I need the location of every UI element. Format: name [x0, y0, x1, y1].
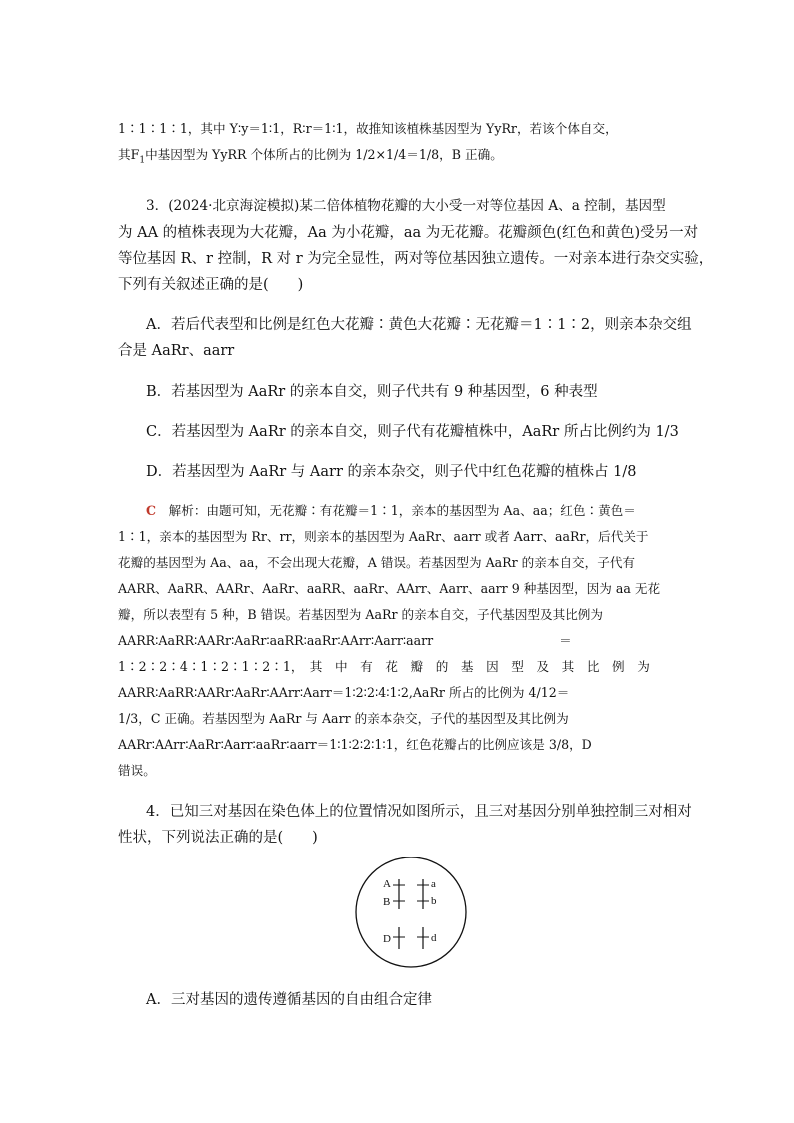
prev-l2-pre: 其 — [118, 147, 131, 162]
prev-l2-f: F — [130, 147, 140, 162]
answer-letter: C — [146, 503, 157, 518]
q4-option-a: A．三对基因的遗传遵循基因的自由组合定律 — [146, 992, 432, 1008]
analysis-line-1-text: 解析：由题可知，无花瓣∶有花瓣＝1∶1，亲本的基因型为 Aa、aa；红色∶黄色＝ — [168, 503, 636, 518]
label-D: D — [383, 933, 391, 945]
q3-option-d: D．若基因型为 AaRr 与 Aarr 的亲本杂交，则子代中红色花瓣的植株占 1/8 — [146, 464, 637, 480]
q3-stem-line-4: 下列有关叙述正确的是( ) — [118, 277, 304, 293]
chromosome-figure — [353, 857, 473, 981]
analysis-line-1 — [146, 505, 636, 518]
analysis-line-4: AARR、AaRR、AARr、AaRr、aaRR、aaRr、AArr、Aarr、aarr 9 种基因型，因为 aa 无花 — [118, 581, 661, 596]
analysis-line-5: 瓣，所以表型有 5 种，B 错误。若基因型为 AaRr 的亲本自交，子代基因型及其比例为 — [118, 607, 603, 622]
label-B: B — [383, 896, 391, 908]
analysis-line-10: AARr∶AArr∶AaRr∶Aarr∶aaRr∶aarr＝1∶1∶2∶2∶1∶1，红色花瓣占的比例应该是 3/8，D — [118, 737, 592, 752]
q4-stem-line-1: 4．已知三对基因在染色体上的位置情况如图所示，且三对基因分别单独控制三对相对 — [146, 804, 692, 820]
q3-stem-line-1: 3．(2024·北京海淀模拟)某二倍体植物花瓣的大小受一对等位基因 A、a 控制，基因型 — [146, 198, 666, 214]
label-A: A — [383, 878, 391, 890]
q3-stem-line-3: 等位基因 R、r 控制，R 对 r 为完全显性，两对等位基因独立遗传。一对亲本进行杂交实验， — [118, 251, 714, 267]
q3-option-b: B．若基因型为 AaRr 的亲本自交，则子代共有 9 种基因型，6 种表型 — [146, 384, 598, 400]
q3-option-a-line-1: A．若后代表型和比例是红色大花瓣∶黄色大花瓣∶无花瓣＝1∶1∶2，则亲本杂交组 — [146, 317, 692, 333]
chromosome-diagram — [353, 857, 473, 977]
q3-option-a-line-2: 合是 AaRr、aarr — [118, 343, 235, 359]
analysis-line-7: 1∶2∶2∶4∶1∶2∶1∶2∶1， 其 中 有 花 瓣 的 基 因 型 及 其 比 例 为 — [118, 659, 650, 674]
analysis-line-9: 1/3，C 正确。若基因型为 AaRr 与 Aarr 的亲本杂交，子代的基因型及其比例为 — [118, 711, 569, 726]
label-b: b — [431, 895, 437, 907]
analysis-line-3: 花瓣的基因型为 Aa、aa，不会出现大花瓣，A 错误。若基因型为 AaRr 的亲本自交，子代有 — [118, 555, 636, 570]
q3-option-c: C．若基因型为 AaRr 的亲本自交，则子代有花瓣植株中，AaRr 所占比例约为 1/3 — [146, 424, 679, 440]
label-a: a — [431, 878, 436, 890]
prev-analysis-line-2 — [118, 149, 503, 166]
analysis-line-11: 错误。 — [118, 763, 156, 778]
analysis-line-6: AARR∶AaRR∶AARr∶AaRr∶aaRR∶aaRr∶AArr∶Aarr∶aarr ＝ — [118, 633, 572, 648]
q4-stem-line-2: 性状，下列说法正确的是( ) — [118, 830, 318, 846]
cell-circle — [356, 857, 466, 967]
prev-analysis-line-1: 1∶1∶1∶1，其中 Y∶y＝1∶1，R∶r＝1∶1，故推知该植株基因型为 YyRr，若该个体自交， — [118, 121, 618, 136]
q3-stem-line-2: 为 AA 的植株表现为大花瓣，Aa 为小花瓣，aa 为无花瓣。花瓣颜色(红色和黄色)受另一对 — [118, 225, 699, 241]
prev-l2-sub: 1 — [139, 155, 146, 166]
label-d: d — [431, 932, 437, 944]
analysis-line-8: AARR∶AaRR∶AARr∶AaRr∶AArr∶Aarr＝1∶2∶2∶4∶1∶2,AaRr 所占的比例为 4/12＝ — [118, 685, 570, 700]
prev-l2-post: 中基因型为 YyRR 个体所占的比例为 1/2×1/4＝1/8，B 正确。 — [145, 147, 503, 162]
analysis-line-2: 1∶1，亲本的基因型为 Rr、rr，则亲本的基因型为 AaRr、aarr 或者 Aarr、aaRr，后代关于 — [118, 529, 649, 544]
